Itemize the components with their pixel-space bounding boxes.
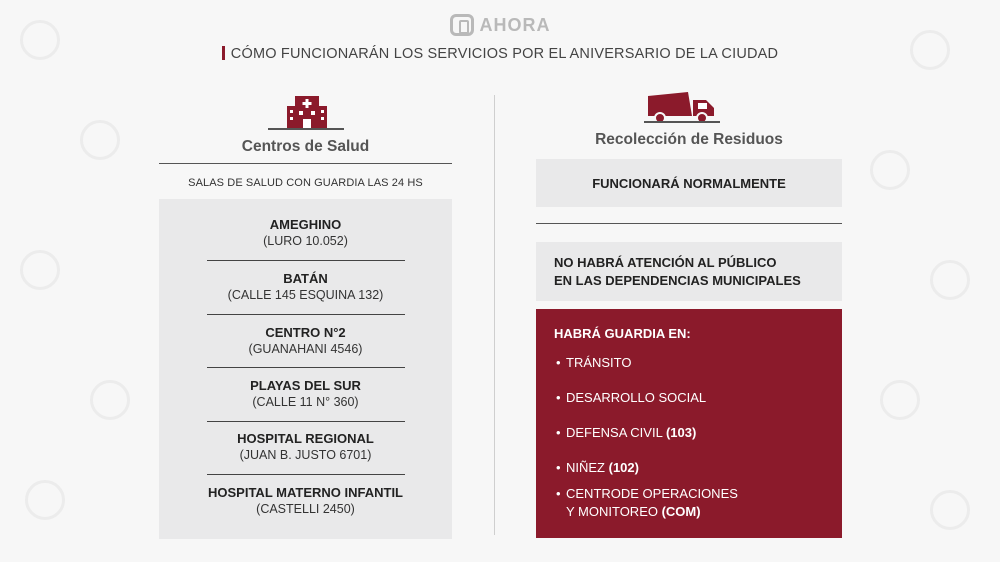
bullet-icon: • bbox=[556, 355, 561, 370]
center-address: (CALLE 145 ESQUINA 132) bbox=[227, 288, 384, 302]
list-item bbox=[556, 389, 707, 407]
waste-status-box bbox=[536, 159, 842, 207]
title-accent-bar bbox=[222, 46, 225, 60]
list-separator bbox=[207, 474, 405, 475]
health-centers-subtitle: SALAS DE SALUD CON GUARDIA LAS 24 HS bbox=[188, 177, 423, 189]
center-name: HOSPITAL REGIONAL bbox=[237, 431, 374, 446]
list-separator bbox=[207, 314, 405, 315]
bullet-icon: • bbox=[556, 486, 561, 501]
guard-item-text: DEFENSA CIVIL bbox=[566, 425, 666, 440]
list-item bbox=[159, 378, 452, 409]
guard-item-text: CENTRODE OPERACIONES bbox=[566, 486, 738, 501]
list-item bbox=[556, 354, 632, 372]
center-name: HOSPITAL MATERNO INFANTIL bbox=[208, 485, 403, 500]
list-item bbox=[159, 431, 452, 462]
section-divider bbox=[536, 223, 842, 224]
guard-item-text: DESARROLLO SOCIAL bbox=[566, 390, 707, 405]
guard-item-text: Y MONITOREO bbox=[566, 504, 662, 519]
logo-icon bbox=[450, 14, 474, 36]
headline-text: CÓMO FUNCIONARÁN LOS SERVICIOS POR EL ANIVERSARIO DE LA CIUDAD bbox=[230, 46, 779, 62]
bullet-icon: • bbox=[556, 390, 561, 405]
guard-item-text: NIÑEZ bbox=[566, 460, 609, 475]
waste-status: FUNCIONARÁ NORMALMENTE bbox=[592, 176, 786, 191]
guard-title: HABRÁ GUARDIA EN: bbox=[554, 326, 691, 341]
guard-item-code: (COM) bbox=[661, 504, 701, 519]
center-address: (GUANAHANI 4546) bbox=[248, 342, 363, 356]
guard-box bbox=[536, 309, 842, 538]
guard-item-code: (103) bbox=[665, 425, 697, 440]
icon-underline bbox=[268, 128, 344, 130]
list-item bbox=[159, 325, 452, 356]
hospital-icon bbox=[285, 92, 329, 128]
health-centers-list bbox=[159, 199, 452, 539]
column-divider bbox=[494, 95, 495, 535]
center-name: PLAYAS DEL SUR bbox=[250, 378, 361, 393]
list-item bbox=[556, 424, 697, 442]
list-item bbox=[556, 485, 738, 521]
guard-item-code: (102) bbox=[608, 460, 639, 475]
list-item bbox=[159, 217, 452, 248]
list-separator bbox=[207, 367, 405, 368]
center-address: (JUAN B. JUSTO 6701) bbox=[239, 448, 372, 462]
list-item bbox=[159, 485, 452, 516]
brand-name: AHORA bbox=[479, 14, 551, 35]
center-address: (CALLE 11 N° 360) bbox=[252, 395, 359, 409]
notice-line-2: EN LAS DEPENDENCIAS MUNICIPALES bbox=[554, 273, 801, 288]
page-title bbox=[0, 46, 1000, 62]
center-name: CENTRO N°2 bbox=[265, 325, 346, 340]
center-address: (CASTELLI 2450) bbox=[256, 502, 355, 516]
public-notice-box bbox=[536, 242, 842, 301]
bullet-icon: • bbox=[556, 425, 561, 440]
center-name: AMEGHINO bbox=[269, 217, 342, 232]
garbage-truck-icon bbox=[644, 90, 720, 124]
center-name: BATÁN bbox=[283, 271, 328, 286]
center-address: (LURO 10.052) bbox=[263, 234, 348, 248]
list-separator bbox=[207, 421, 405, 422]
bullet-icon: • bbox=[556, 460, 561, 475]
list-separator bbox=[207, 260, 405, 261]
title-divider bbox=[159, 163, 452, 164]
list-item bbox=[159, 271, 452, 302]
icon-underline bbox=[644, 121, 720, 123]
notice-line-1: NO HABRÁ ATENCIÓN AL PÚBLICO bbox=[554, 255, 777, 270]
waste-collection-title: Recolección de Residuos bbox=[595, 131, 783, 148]
brand-logo bbox=[0, 14, 1000, 36]
list-item bbox=[556, 459, 639, 477]
guard-item-text: TRÁNSITO bbox=[566, 355, 632, 370]
health-centers-title: Centros de Salud bbox=[241, 138, 370, 155]
